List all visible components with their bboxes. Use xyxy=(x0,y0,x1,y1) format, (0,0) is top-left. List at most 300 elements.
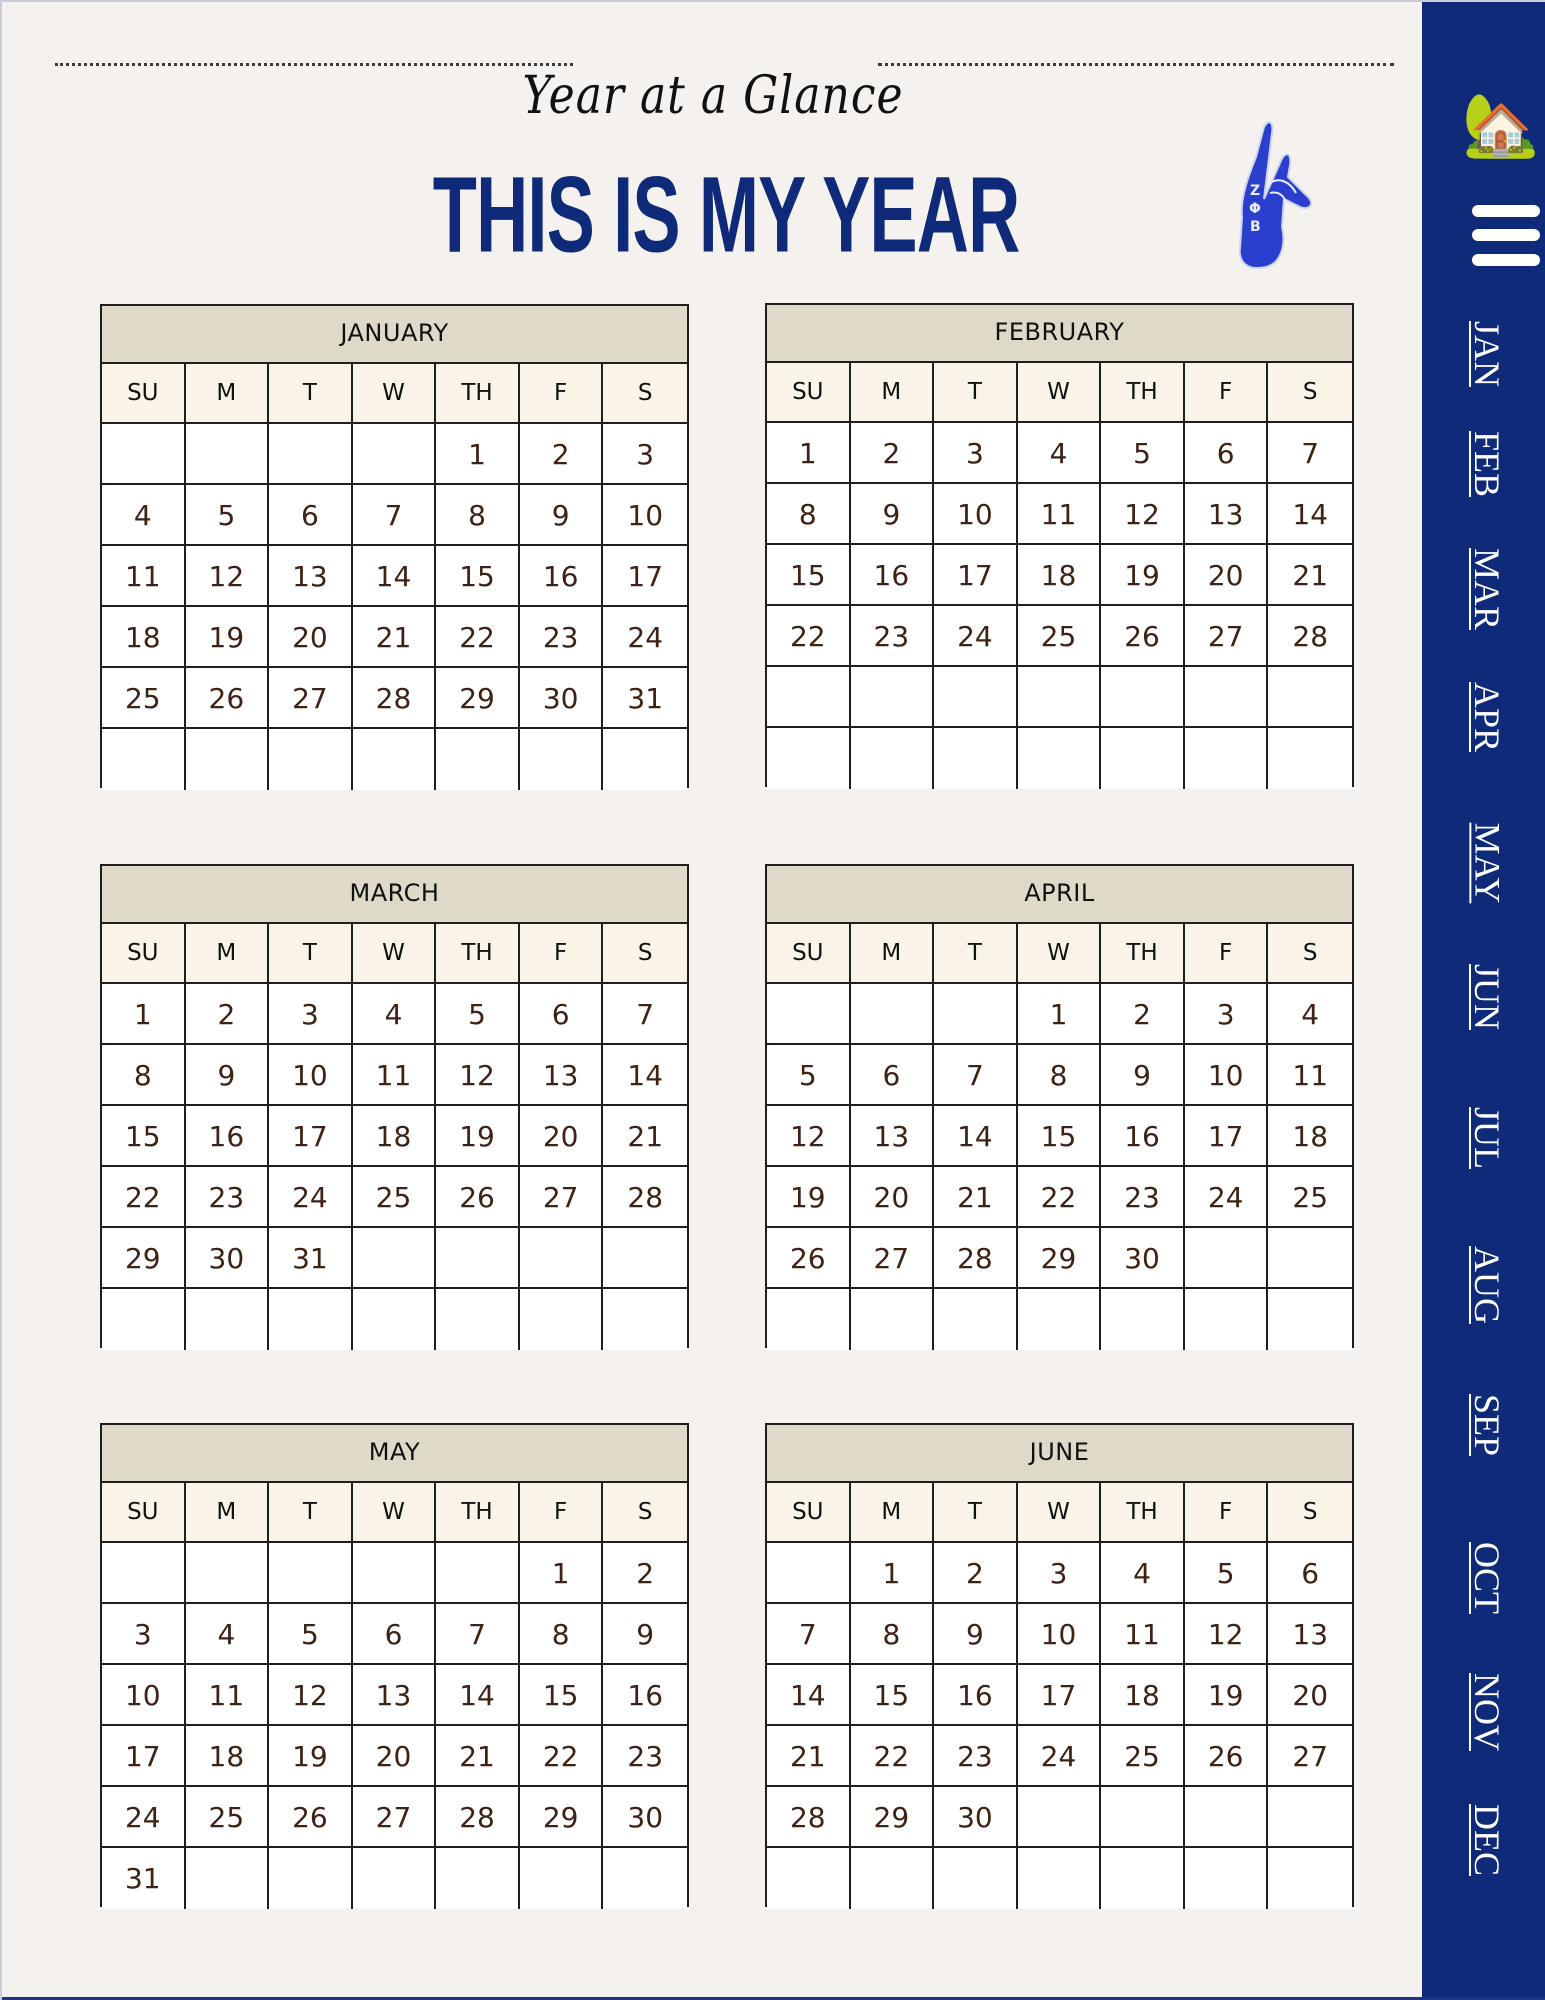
empty-date-cell[interactable] xyxy=(1268,1787,1352,1848)
date-cell[interactable]: 27 xyxy=(1268,1726,1352,1787)
date-cell[interactable]: 14 xyxy=(353,546,437,607)
date-cell[interactable]: 14 xyxy=(934,1106,1018,1167)
date-cell[interactable]: 28 xyxy=(603,1167,687,1228)
empty-date-cell[interactable] xyxy=(767,1848,851,1909)
empty-date-cell[interactable] xyxy=(851,1289,935,1350)
sidebar-link-label: OCT xyxy=(1467,1542,1507,1614)
date-cell[interactable]: 4 xyxy=(102,485,186,546)
date-cell[interactable]: 23 xyxy=(851,606,935,667)
date-cell[interactable]: 2 xyxy=(934,1543,1018,1604)
sidebar-link-label: SEP xyxy=(1467,1393,1508,1457)
date-cell[interactable]: 1 xyxy=(1018,984,1102,1045)
date-cell[interactable]: 15 xyxy=(767,545,851,606)
date-cell[interactable]: 10 xyxy=(1018,1604,1102,1665)
empty-date-cell[interactable] xyxy=(436,729,520,790)
date-cell[interactable]: 1 xyxy=(102,984,186,1045)
empty-date-cell[interactable] xyxy=(353,1848,437,1909)
calendar-march xyxy=(100,864,689,1348)
date-cell[interactable]: 26 xyxy=(436,1167,520,1228)
weekday-header: SU xyxy=(102,364,186,424)
weekday-header: T xyxy=(269,1483,353,1543)
empty-date-cell[interactable] xyxy=(353,1289,437,1350)
date-cell[interactable]: 7 xyxy=(603,984,687,1045)
date-cell[interactable]: 28 xyxy=(436,1787,520,1848)
date-cell[interactable]: 19 xyxy=(186,607,270,668)
date-cell[interactable]: 10 xyxy=(102,1665,186,1726)
date-cell[interactable]: 16 xyxy=(186,1106,270,1167)
empty-date-cell[interactable] xyxy=(269,729,353,790)
date-cell[interactable]: 7 xyxy=(1268,423,1352,484)
sidebar-link-label: MAR xyxy=(1467,547,1507,631)
empty-date-cell[interactable] xyxy=(1185,1787,1269,1848)
sidebar-link-feb[interactable] xyxy=(1464,430,1510,498)
date-cell[interactable]: 2 xyxy=(520,424,604,485)
empty-date-cell[interactable] xyxy=(1101,1848,1185,1909)
date-cell[interactable]: 15 xyxy=(1018,1106,1102,1167)
date-cell[interactable]: 16 xyxy=(1101,1106,1185,1167)
date-cell[interactable]: 9 xyxy=(186,1045,270,1106)
date-cell[interactable]: 27 xyxy=(851,1228,935,1289)
date-cell[interactable]: 23 xyxy=(520,607,604,668)
calendar-grid xyxy=(767,1483,1352,1909)
sidebar-link-nov[interactable] xyxy=(1464,1673,1510,1751)
empty-date-cell[interactable] xyxy=(1101,1289,1185,1350)
date-cell[interactable]: 16 xyxy=(603,1665,687,1726)
date-cell[interactable]: 12 xyxy=(1185,1604,1269,1665)
date-cell[interactable]: 5 xyxy=(1101,423,1185,484)
empty-date-cell[interactable] xyxy=(1185,667,1269,728)
date-cell[interactable]: 19 xyxy=(269,1726,353,1787)
empty-date-cell[interactable] xyxy=(102,729,186,790)
date-cell[interactable]: 28 xyxy=(767,1787,851,1848)
date-cell[interactable]: 6 xyxy=(269,485,353,546)
empty-date-cell[interactable] xyxy=(934,1289,1018,1350)
date-cell[interactable]: 25 xyxy=(1018,606,1102,667)
date-cell[interactable]: 17 xyxy=(102,1726,186,1787)
empty-date-cell[interactable] xyxy=(603,1228,687,1289)
weekday-header: F xyxy=(520,924,604,984)
svg-text:Z: Z xyxy=(1250,183,1261,199)
date-cell[interactable]: 13 xyxy=(1268,1604,1352,1665)
date-cell[interactable]: 28 xyxy=(934,1228,1018,1289)
empty-date-cell[interactable] xyxy=(436,1228,520,1289)
date-cell[interactable]: 2 xyxy=(1101,984,1185,1045)
empty-date-cell[interactable] xyxy=(353,1228,437,1289)
date-cell[interactable]: 28 xyxy=(353,668,437,729)
date-cell[interactable]: 21 xyxy=(353,607,437,668)
date-cell[interactable]: 3 xyxy=(934,423,1018,484)
date-cell[interactable]: 26 xyxy=(1101,606,1185,667)
empty-date-cell[interactable] xyxy=(934,667,1018,728)
date-cell[interactable]: 24 xyxy=(1018,1726,1102,1787)
empty-date-cell[interactable] xyxy=(603,1289,687,1350)
date-cell[interactable]: 22 xyxy=(102,1167,186,1228)
date-cell[interactable]: 16 xyxy=(520,546,604,607)
date-cell[interactable]: 17 xyxy=(1185,1106,1269,1167)
date-cell[interactable]: 17 xyxy=(603,546,687,607)
date-cell[interactable]: 26 xyxy=(767,1228,851,1289)
weekday-header: M xyxy=(851,1483,935,1543)
date-cell[interactable]: 1 xyxy=(851,1543,935,1604)
date-cell[interactable]: 15 xyxy=(851,1665,935,1726)
date-cell[interactable]: 22 xyxy=(851,1726,935,1787)
date-cell[interactable]: 20 xyxy=(269,607,353,668)
date-cell[interactable]: 22 xyxy=(520,1726,604,1787)
date-cell[interactable]: 31 xyxy=(269,1228,353,1289)
date-cell[interactable]: 2 xyxy=(603,1543,687,1604)
date-cell[interactable]: 14 xyxy=(436,1665,520,1726)
weekday-header: TH xyxy=(436,364,520,424)
weekday-header: T xyxy=(269,924,353,984)
date-cell[interactable]: 19 xyxy=(1185,1665,1269,1726)
date-cell[interactable]: 10 xyxy=(269,1045,353,1106)
month-title: FEBRUARY xyxy=(767,305,1352,363)
date-cell[interactable]: 11 xyxy=(1268,1045,1352,1106)
date-cell[interactable]: 26 xyxy=(1185,1726,1269,1787)
date-cell[interactable]: 11 xyxy=(353,1045,437,1106)
date-cell[interactable]: 13 xyxy=(851,1106,935,1167)
empty-date-cell[interactable] xyxy=(1185,1289,1269,1350)
empty-date-cell[interactable] xyxy=(603,1848,687,1909)
date-cell[interactable]: 18 xyxy=(1018,545,1102,606)
empty-date-cell[interactable] xyxy=(1185,1848,1269,1909)
date-cell[interactable]: 22 xyxy=(1018,1167,1102,1228)
empty-date-cell[interactable] xyxy=(1101,1787,1185,1848)
date-cell[interactable]: 18 xyxy=(186,1726,270,1787)
date-cell[interactable]: 19 xyxy=(436,1106,520,1167)
date-cell[interactable]: 27 xyxy=(269,668,353,729)
date-cell[interactable]: 13 xyxy=(353,1665,437,1726)
empty-date-cell[interactable] xyxy=(436,1543,520,1604)
weekday-header: F xyxy=(1185,1483,1269,1543)
date-cell[interactable]: 2 xyxy=(186,984,270,1045)
date-cell[interactable]: 4 xyxy=(1268,984,1352,1045)
date-cell[interactable]: 27 xyxy=(353,1787,437,1848)
date-cell[interactable]: 8 xyxy=(102,1045,186,1106)
date-cell[interactable]: 21 xyxy=(934,1167,1018,1228)
date-cell[interactable]: 10 xyxy=(603,485,687,546)
date-cell[interactable]: 29 xyxy=(102,1228,186,1289)
empty-date-cell[interactable] xyxy=(186,1848,270,1909)
empty-date-cell[interactable] xyxy=(767,984,851,1045)
date-cell[interactable]: 30 xyxy=(1101,1228,1185,1289)
date-cell[interactable]: 21 xyxy=(436,1726,520,1787)
empty-date-cell[interactable] xyxy=(1268,1228,1352,1289)
date-cell[interactable]: 21 xyxy=(603,1106,687,1167)
date-cell[interactable]: 8 xyxy=(851,1604,935,1665)
date-cell[interactable]: 24 xyxy=(603,607,687,668)
date-cell[interactable]: 3 xyxy=(269,984,353,1045)
empty-date-cell[interactable] xyxy=(851,667,935,728)
date-cell[interactable]: 9 xyxy=(603,1604,687,1665)
date-cell[interactable]: 4 xyxy=(186,1604,270,1665)
date-cell[interactable]: 3 xyxy=(102,1604,186,1665)
empty-date-cell[interactable] xyxy=(1185,728,1269,789)
calendar-grid xyxy=(767,924,1352,1350)
date-cell[interactable]: 18 xyxy=(1101,1665,1185,1726)
date-cell[interactable]: 12 xyxy=(767,1106,851,1167)
empty-date-cell[interactable] xyxy=(436,1848,520,1909)
date-cell[interactable]: 20 xyxy=(520,1106,604,1167)
date-cell[interactable]: 30 xyxy=(934,1787,1018,1848)
empty-date-cell[interactable] xyxy=(353,729,437,790)
empty-date-cell[interactable] xyxy=(186,424,270,485)
sidebar-link-apr[interactable] xyxy=(1464,681,1510,753)
date-cell[interactable]: 19 xyxy=(1101,545,1185,606)
date-cell[interactable]: 6 xyxy=(1185,423,1269,484)
date-cell[interactable]: 7 xyxy=(767,1604,851,1665)
weekday-header: SU xyxy=(102,924,186,984)
date-cell[interactable]: 27 xyxy=(1185,606,1269,667)
date-cell[interactable]: 16 xyxy=(851,545,935,606)
date-cell[interactable]: 1 xyxy=(767,423,851,484)
empty-date-cell[interactable] xyxy=(767,1289,851,1350)
empty-date-cell[interactable] xyxy=(186,729,270,790)
empty-date-cell[interactable] xyxy=(186,1543,270,1604)
date-cell[interactable]: 5 xyxy=(436,984,520,1045)
empty-date-cell[interactable] xyxy=(1268,1848,1352,1909)
date-cell[interactable]: 6 xyxy=(520,984,604,1045)
date-cell[interactable]: 21 xyxy=(767,1726,851,1787)
sidebar-link-mar[interactable] xyxy=(1464,547,1510,631)
sidebar-link-sep[interactable] xyxy=(1464,1395,1510,1455)
empty-date-cell[interactable] xyxy=(851,1848,935,1909)
sidebar-link-label: JAN xyxy=(1467,320,1508,388)
sidebar-link-jan[interactable] xyxy=(1464,320,1510,388)
date-cell[interactable]: 21 xyxy=(1268,545,1352,606)
empty-date-cell[interactable] xyxy=(1185,1228,1269,1289)
empty-date-cell[interactable] xyxy=(767,667,851,728)
date-cell[interactable]: 6 xyxy=(353,1604,437,1665)
date-cell[interactable]: 5 xyxy=(269,1604,353,1665)
date-cell[interactable]: 30 xyxy=(603,1787,687,1848)
empty-date-cell[interactable] xyxy=(851,984,935,1045)
date-cell[interactable]: 20 xyxy=(1185,545,1269,606)
empty-date-cell[interactable] xyxy=(1018,1848,1102,1909)
date-cell[interactable]: 8 xyxy=(436,485,520,546)
date-cell[interactable]: 29 xyxy=(520,1787,604,1848)
weekday-header: TH xyxy=(1101,1483,1185,1543)
date-cell[interactable]: 2 xyxy=(851,423,935,484)
page-title: THIS IS MY YEAR xyxy=(432,154,1020,275)
date-cell[interactable]: 10 xyxy=(934,484,1018,545)
date-cell[interactable]: 26 xyxy=(269,1787,353,1848)
empty-date-cell[interactable] xyxy=(269,1848,353,1909)
calendar-february xyxy=(765,303,1354,787)
date-cell[interactable]: 14 xyxy=(603,1045,687,1106)
calendar-april xyxy=(765,864,1354,1348)
empty-date-cell[interactable] xyxy=(934,1848,1018,1909)
date-cell[interactable]: 11 xyxy=(102,546,186,607)
home-icon[interactable]: 🏡 xyxy=(1462,88,1540,161)
date-cell[interactable]: 22 xyxy=(436,607,520,668)
date-cell[interactable]: 11 xyxy=(1018,484,1102,545)
date-cell[interactable]: 8 xyxy=(767,484,851,545)
empty-date-cell[interactable] xyxy=(851,728,935,789)
sidebar-link-aug[interactable] xyxy=(1464,1246,1510,1324)
date-cell[interactable]: 23 xyxy=(934,1726,1018,1787)
date-cell[interactable]: 4 xyxy=(1101,1543,1185,1604)
weekday-header: T xyxy=(934,924,1018,984)
sidebar-link-may[interactable] xyxy=(1464,822,1510,904)
date-cell[interactable]: 15 xyxy=(102,1106,186,1167)
empty-date-cell[interactable] xyxy=(520,729,604,790)
date-cell[interactable]: 9 xyxy=(851,484,935,545)
empty-date-cell[interactable] xyxy=(520,1848,604,1909)
date-cell[interactable]: 8 xyxy=(1018,1045,1102,1106)
date-cell[interactable]: 14 xyxy=(767,1665,851,1726)
empty-date-cell[interactable] xyxy=(934,728,1018,789)
date-cell[interactable]: 31 xyxy=(102,1848,186,1909)
empty-date-cell[interactable] xyxy=(102,424,186,485)
month-title: JUNE xyxy=(767,1425,1352,1483)
date-cell[interactable]: 25 xyxy=(1268,1167,1352,1228)
date-cell[interactable]: 6 xyxy=(1268,1543,1352,1604)
date-cell[interactable]: 25 xyxy=(186,1787,270,1848)
empty-date-cell[interactable] xyxy=(1018,1787,1102,1848)
date-cell[interactable]: 25 xyxy=(1101,1726,1185,1787)
date-cell[interactable]: 25 xyxy=(102,668,186,729)
empty-date-cell[interactable] xyxy=(603,729,687,790)
date-cell[interactable]: 19 xyxy=(767,1167,851,1228)
date-cell[interactable]: 9 xyxy=(934,1604,1018,1665)
empty-date-cell[interactable] xyxy=(269,424,353,485)
sidebar-link-jun[interactable] xyxy=(1464,963,1510,1031)
empty-date-cell[interactable] xyxy=(1101,667,1185,728)
date-cell[interactable]: 18 xyxy=(353,1106,437,1167)
date-cell[interactable]: 18 xyxy=(102,607,186,668)
weekday-header: S xyxy=(1268,924,1352,984)
date-cell[interactable]: 24 xyxy=(934,606,1018,667)
empty-date-cell[interactable] xyxy=(520,1289,604,1350)
date-cell[interactable]: 22 xyxy=(767,606,851,667)
empty-date-cell[interactable] xyxy=(1101,728,1185,789)
empty-date-cell[interactable] xyxy=(934,984,1018,1045)
weekday-header: TH xyxy=(1101,363,1185,423)
empty-date-cell[interactable] xyxy=(353,1543,437,1604)
date-cell[interactable]: 24 xyxy=(269,1167,353,1228)
empty-date-cell[interactable] xyxy=(102,1289,186,1350)
date-cell[interactable]: 11 xyxy=(1101,1604,1185,1665)
date-cell[interactable]: 23 xyxy=(1101,1167,1185,1228)
date-cell[interactable]: 26 xyxy=(186,668,270,729)
empty-date-cell[interactable] xyxy=(269,1289,353,1350)
date-cell[interactable]: 3 xyxy=(1018,1543,1102,1604)
date-cell[interactable]: 28 xyxy=(1268,606,1352,667)
weekday-header: W xyxy=(1018,363,1102,423)
date-cell[interactable]: 23 xyxy=(186,1167,270,1228)
empty-date-cell[interactable] xyxy=(1018,1289,1102,1350)
date-cell[interactable]: 7 xyxy=(353,485,437,546)
empty-date-cell[interactable] xyxy=(186,1289,270,1350)
date-cell[interactable]: 12 xyxy=(1101,484,1185,545)
date-cell[interactable]: 15 xyxy=(436,546,520,607)
weekday-header: F xyxy=(1185,924,1269,984)
date-cell[interactable]: 17 xyxy=(269,1106,353,1167)
date-cell[interactable]: 13 xyxy=(1185,484,1269,545)
weekday-header: M xyxy=(186,364,270,424)
date-cell[interactable]: 7 xyxy=(436,1604,520,1665)
date-cell[interactable]: 4 xyxy=(1018,423,1102,484)
date-cell[interactable]: 17 xyxy=(934,545,1018,606)
empty-date-cell[interactable] xyxy=(1268,1289,1352,1350)
date-cell[interactable]: 8 xyxy=(520,1604,604,1665)
empty-date-cell[interactable] xyxy=(1268,667,1352,728)
date-cell[interactable]: 12 xyxy=(186,546,270,607)
date-cell[interactable]: 31 xyxy=(603,668,687,729)
date-cell[interactable]: 7 xyxy=(934,1045,1018,1106)
date-cell[interactable]: 20 xyxy=(851,1167,935,1228)
date-cell[interactable]: 13 xyxy=(520,1045,604,1106)
date-cell[interactable]: 27 xyxy=(520,1167,604,1228)
date-cell[interactable]: 1 xyxy=(436,424,520,485)
date-cell[interactable]: 17 xyxy=(1018,1665,1102,1726)
date-cell[interactable]: 11 xyxy=(186,1665,270,1726)
sidebar-link-jul[interactable] xyxy=(1464,1108,1510,1168)
empty-date-cell[interactable] xyxy=(767,728,851,789)
sidebar-link-label: JUN xyxy=(1467,963,1508,1031)
date-cell[interactable]: 10 xyxy=(1185,1045,1269,1106)
hamburger-menu-icon[interactable] xyxy=(1472,202,1544,268)
date-cell[interactable]: 20 xyxy=(353,1726,437,1787)
date-cell[interactable]: 5 xyxy=(1185,1543,1269,1604)
empty-date-cell[interactable] xyxy=(1018,728,1102,789)
date-cell[interactable]: 12 xyxy=(269,1665,353,1726)
date-cell[interactable]: 29 xyxy=(436,668,520,729)
date-cell[interactable]: 30 xyxy=(186,1228,270,1289)
empty-date-cell[interactable] xyxy=(436,1289,520,1350)
date-cell[interactable]: 15 xyxy=(520,1665,604,1726)
date-cell[interactable]: 20 xyxy=(1268,1665,1352,1726)
date-cell[interactable]: 13 xyxy=(269,546,353,607)
menu-bar xyxy=(1472,254,1540,266)
date-cell[interactable]: 16 xyxy=(934,1665,1018,1726)
date-cell[interactable]: 18 xyxy=(1268,1106,1352,1167)
sidebar-link-dec[interactable] xyxy=(1464,1804,1510,1876)
date-cell[interactable]: 4 xyxy=(353,984,437,1045)
empty-date-cell[interactable] xyxy=(102,1543,186,1604)
date-cell[interactable]: 6 xyxy=(851,1045,935,1106)
date-cell[interactable]: 1 xyxy=(520,1543,604,1604)
empty-date-cell[interactable] xyxy=(520,1228,604,1289)
date-cell[interactable]: 23 xyxy=(603,1726,687,1787)
date-cell[interactable]: 29 xyxy=(1018,1228,1102,1289)
date-cell[interactable]: 9 xyxy=(1101,1045,1185,1106)
empty-date-cell[interactable] xyxy=(767,1543,851,1604)
date-cell[interactable]: 29 xyxy=(851,1787,935,1848)
weekday-header: S xyxy=(603,364,687,424)
empty-date-cell[interactable] xyxy=(1018,667,1102,728)
menu-bar xyxy=(1472,229,1540,241)
date-cell[interactable]: 25 xyxy=(353,1167,437,1228)
date-cell[interactable]: 24 xyxy=(1185,1167,1269,1228)
weekday-header: S xyxy=(1268,363,1352,423)
sidebar-link-oct[interactable] xyxy=(1464,1542,1510,1614)
weekday-header: SU xyxy=(767,1483,851,1543)
date-cell[interactable]: 3 xyxy=(603,424,687,485)
date-cell[interactable]: 9 xyxy=(520,485,604,546)
date-cell[interactable]: 12 xyxy=(436,1045,520,1106)
date-cell[interactable]: 3 xyxy=(1185,984,1269,1045)
date-cell[interactable]: 5 xyxy=(186,485,270,546)
empty-date-cell[interactable] xyxy=(1268,728,1352,789)
empty-date-cell[interactable] xyxy=(353,424,437,485)
date-cell[interactable]: 14 xyxy=(1268,484,1352,545)
empty-date-cell[interactable] xyxy=(269,1543,353,1604)
date-cell[interactable]: 30 xyxy=(520,668,604,729)
date-cell[interactable]: 24 xyxy=(102,1787,186,1848)
date-cell[interactable]: 5 xyxy=(767,1045,851,1106)
